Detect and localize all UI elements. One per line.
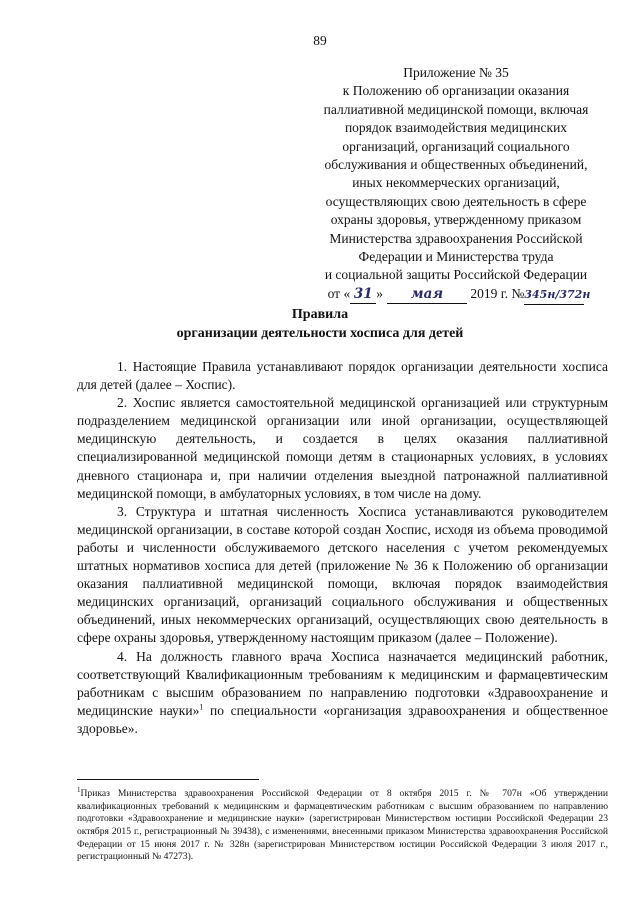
handwritten-order-number: 345н/372н bbox=[524, 286, 584, 305]
appendix-line: иных некоммерческих организаций, bbox=[352, 175, 560, 191]
document-title bbox=[0, 306, 640, 343]
appendix-line: осуществляющих свою деятельность в сфере bbox=[325, 193, 587, 209]
page-number: 89 bbox=[313, 33, 327, 48]
footnote-text: Приказ Министерства здравоохранения Российской Федерации от 8 октября 2015 г. № 707н «Об утверждении квалификационных требований к медицинским и фармацевтическим работникам с высшим образованием по направлению подготовки «Здравоохранение и медицинские науки» (зарегистрирован Министерством юстиции Российской Федерации 23 октября 2015 г., регистрационный № 39438), с изменениями, внесенными приказом Министерства здравоохранения Российской Федерации от 15 июня 2017 г. № 328н (зарегистрирован Министерством юстиции Российской Федерации 3 июля 2017 г., регистрационный № 47273). bbox=[77, 788, 608, 863]
appendix-header bbox=[292, 64, 620, 305]
paragraph-1: 1. Настоящие Правила устанавливают порядок организации деятельности хосписа для детей (далее – Хоспис). bbox=[77, 359, 608, 393]
handwritten-month: мая bbox=[387, 285, 467, 304]
paragraph-4 bbox=[77, 648, 608, 738]
appendix-line: организаций, организаций социального bbox=[342, 138, 570, 154]
footnote-reference[interactable]: 1 bbox=[199, 702, 204, 712]
order-date-line bbox=[292, 285, 620, 305]
paragraph-3: 3. Структура и штатная численность Хосписа устанавливаются руководителем медицинской организации, в составе которой создан Хоспис, исходя из объема проводимой работы и численности обслуживаемого детского населения с учетом рекомендуемых штатных нормативов хосписа для детей (приложение № 36 к Положению об организации оказания паллиативной медицинской помощи, включая порядок взаимодействия медицинских организаций, организаций социального обслуживания и общественных объединений, иных некоммерческих организаций, осуществляющих свою деятельность в сфере охраны здоровья, утвержденному настоящим приказом (далее – Положение). bbox=[77, 503, 608, 646]
paragraph-4-text: 4. На должность главного врача Хосписа назначается медицинский работник, соответствующий Квалификационным требованиям к медицинским и фармацевтическим работникам с высшим образованием по направлению подготовки «Здравоохранение и медицинские науки» bbox=[77, 648, 608, 718]
handwritten-day: 31 bbox=[350, 285, 376, 304]
body-text bbox=[77, 358, 608, 738]
title-line-2: организации деятельности хосписа для детей bbox=[176, 325, 464, 341]
date-mid: » bbox=[376, 285, 383, 301]
paragraph-2: 2. Хоспис является самостоятельной медицинской организацией или структурным подразделением медицинской организации или иной организации, осуществляющей медицинскую деятельность, и создается в целях оказания паллиативной специализированной медицинской помощи детям в стационарных условиях, в условиях дневного стационара и, при наличии отделения выездной патронажной паллиативной медицинской помощи, в амбулаторных условиях, в том числе на дому. bbox=[77, 395, 608, 501]
appendix-line: обслуживания и общественных объединений, bbox=[324, 157, 588, 173]
footnote-marker: 1 bbox=[77, 786, 81, 794]
appendix-line: паллиативной медицинской помощи, включая bbox=[323, 101, 589, 117]
appendix-line: Федерации и Министерства труда bbox=[358, 249, 554, 265]
appendix-line: порядок взаимодействия медицинских bbox=[344, 120, 568, 136]
title-line-1: Правила bbox=[291, 307, 349, 322]
date-prefix: от « bbox=[327, 285, 351, 301]
appendix-line: Министерства здравоохранения Российской bbox=[329, 230, 583, 246]
footnote-separator bbox=[77, 779, 259, 780]
appendix-line: Приложение № 35 bbox=[403, 65, 509, 80]
paragraph-4-text-end: по специальности «организация здравоохранения и общественное здоровье». bbox=[77, 702, 608, 736]
appendix-line: к Положению об организации оказания bbox=[342, 83, 570, 99]
appendix-line: охраны здоровья, утвержденному приказом bbox=[330, 212, 582, 228]
appendix-line: и социальной защиты Российской Федерации bbox=[324, 267, 588, 283]
footnote bbox=[77, 784, 608, 864]
date-year: 2019 г. № bbox=[470, 285, 525, 301]
